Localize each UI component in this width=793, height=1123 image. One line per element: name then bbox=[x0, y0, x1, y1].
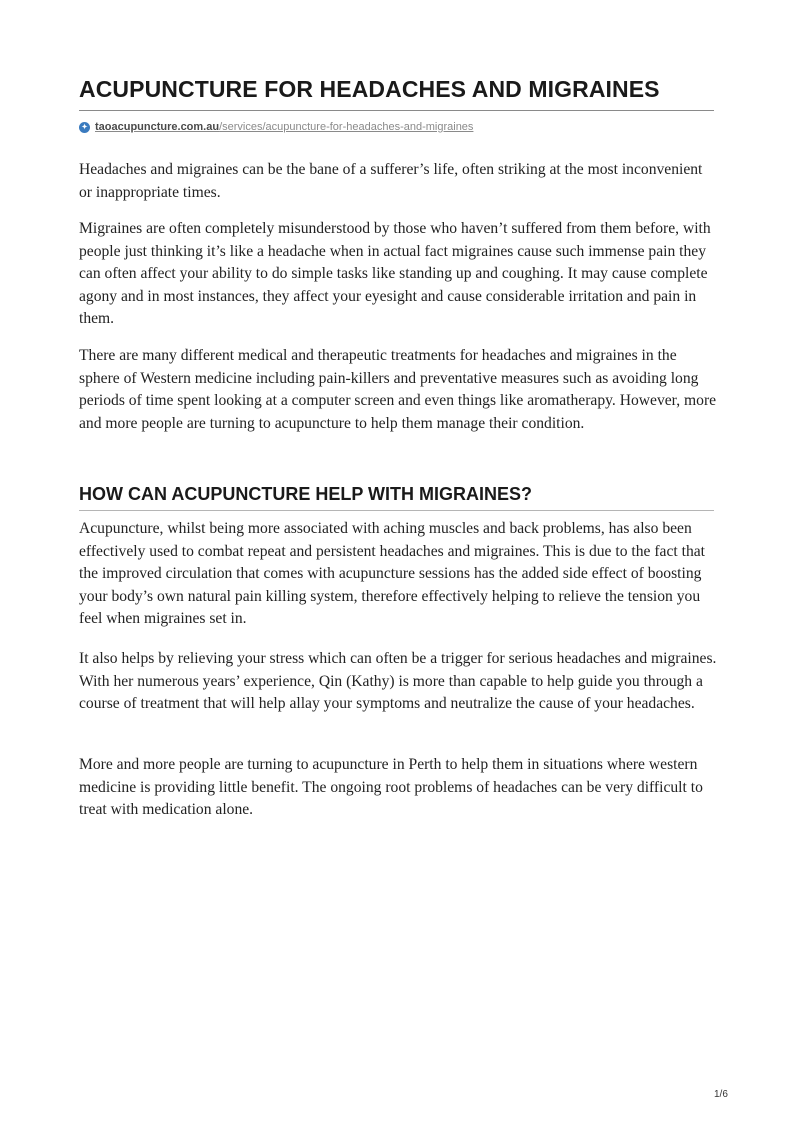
section-heading: HOW CAN ACUPUNCTURE HELP WITH MIGRAINES? bbox=[79, 484, 532, 504]
title-divider bbox=[79, 110, 714, 111]
site-favicon-icon: ✦ bbox=[79, 122, 90, 133]
intro-paragraph-1: Headaches and migraines can be the bane of a sufferer’s life, often striking at the most inconvenient or inappropriate times. bbox=[79, 161, 703, 201]
intro-paragraph-2: Migraines are often completely misunderstood by those who haven’t suffered from them before, with people just thinking it’s like a headache when in actual fact migraines cause such immense pain they can often affect your ability to do simple tasks like standing up and coughing. It may cause complete agony and in most instances, they affect your eyesight and cause considerable irritation and pain in them. bbox=[79, 220, 711, 328]
page-title: ACUPUNCTURE FOR HEADACHES AND MIGRAINES bbox=[79, 76, 660, 102]
source-domain: taoacupuncture.com.au bbox=[95, 121, 220, 133]
section-paragraph-1: Acupuncture, whilst being more associated with aching muscles and back problems, has also been effectively used to combat repeat and persistent headaches and migraines. This is due to the fact that the improved circulation that comes with acupuncture sessions has the added side effect of boosting your body’s own natural pain killing system, therefore effectively helping to relieve the tension you feel when migraines set in. bbox=[79, 520, 705, 628]
source-url bbox=[79, 118, 473, 136]
intro-paragraph-3: There are many different medical and therapeutic treatments for headaches and migraines in the sphere of Western medicine including pain-killers and preventative measures such as avoiding long periods of time spent looking at a computer screen and even things like aromatherapy. However, more and more people are turning to acupuncture to help them manage their condition. bbox=[79, 347, 717, 432]
source-path: /services/acupuncture-for-headaches-and-migraines bbox=[219, 121, 474, 133]
page-number: 1/6 bbox=[714, 1089, 728, 1100]
source-link[interactable] bbox=[95, 121, 473, 133]
section-paragraph-3: More and more people are turning to acupuncture in Perth to help them in situations where western medicine is providing little benefit. The ongoing root problems of headaches can be very difficult to treat with medication alone. bbox=[79, 756, 703, 819]
section-divider bbox=[79, 510, 714, 511]
section-paragraph-2: It also helps by relieving your stress which can often be a trigger for serious headaches and migraines. With her numerous years’ experience, Qin (Kathy) is more than capable to help guide you through a course of treatment that will help allay your symptoms and neutralize the cause of your headaches. bbox=[79, 650, 717, 713]
